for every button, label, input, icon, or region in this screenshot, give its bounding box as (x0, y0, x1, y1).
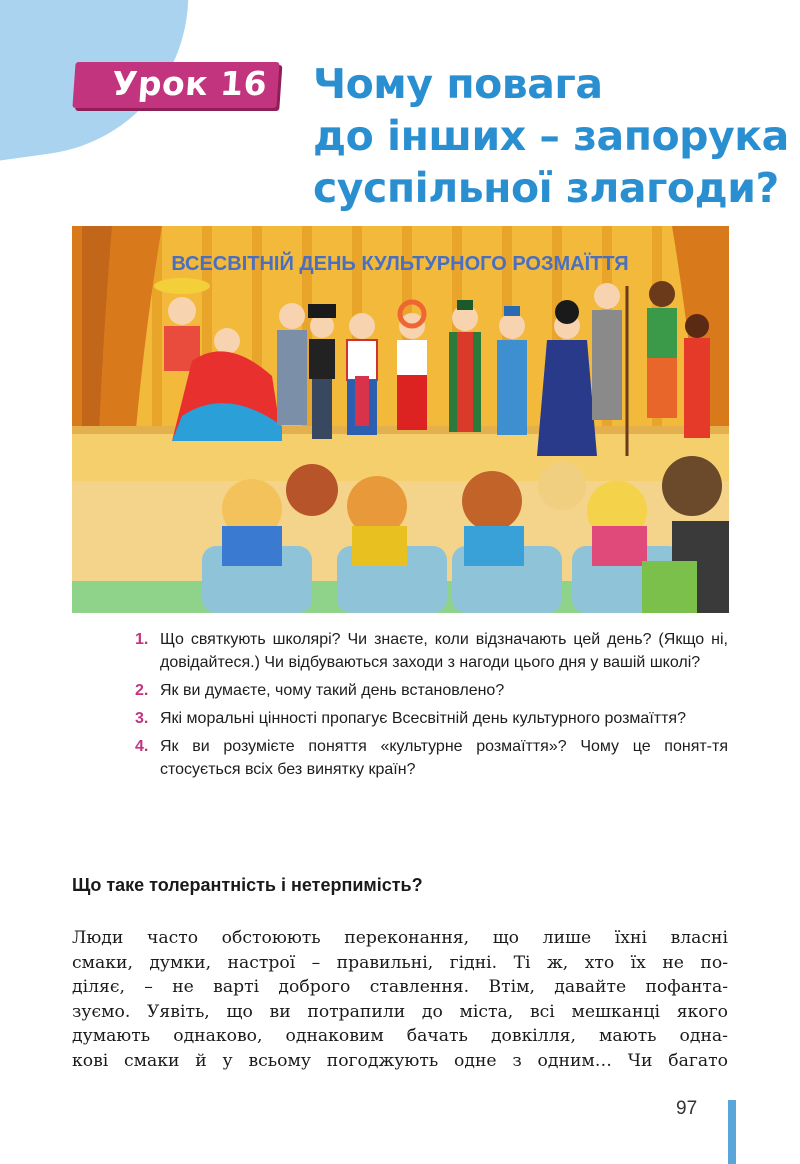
body-line: кові смаки й у всьому погоджують одне з одним… Чи багато (72, 1050, 728, 1071)
page-number: 97 (676, 1098, 698, 1119)
question-number: 4. (135, 738, 149, 755)
question-item (135, 679, 728, 702)
question-text: Як ви думаєте, чому такий день встановлено? (160, 682, 505, 699)
section-body-text (72, 926, 728, 1073)
body-line: смаки, думки, настрої – правильні, гідні. Ті ж, хто їх не по- (72, 952, 728, 973)
question-text: Що святкують школярі? Чи знаєте, коли відзначають цей день? (Якщо ні, довідайтеся.) Чи відбуваються заходи з нагоди цього дня у вашій школі? (160, 631, 728, 671)
question-number: 3. (135, 710, 149, 727)
lesson-title (313, 58, 789, 214)
body-line: діляє, – не варті доброго ставлення. Втім, давайте пофанта- (72, 977, 728, 997)
lesson-title-line: Чому повага (313, 60, 603, 108)
section-heading: Що таке толерантність і нетерпимість? (72, 875, 423, 895)
lesson-title-line: суспільної злагоди? (313, 164, 779, 212)
festival-illustration (72, 226, 729, 613)
question-list (135, 628, 728, 786)
body-line: думають однаково, однаковим бачать довкілля, мають одна- (72, 1026, 728, 1046)
page-marker-bar (728, 1100, 736, 1164)
question-item (135, 735, 728, 781)
question-number: 2. (135, 682, 149, 699)
question-item (135, 628, 728, 674)
illustration-banner: ВСЕСВІТНІЙ ДЕНЬ КУЛЬТУРНОГО РОЗМАЇТТЯ (171, 253, 629, 275)
question-number: 1. (135, 631, 149, 648)
lesson-badge-label: Урок 16 (110, 64, 269, 103)
question-text: Як ви розумієте поняття «культурне розмаїття»? Чому це понят-тя стосується всіх без винятку країн? (160, 738, 728, 778)
body-line: зуємо. Уявіть, що ви потрапили до міста, всі мешканці якого (72, 1001, 728, 1022)
question-item (135, 707, 728, 730)
body-line: Люди часто обстоюють переконання, що лише їхні власні (72, 928, 728, 948)
lesson-title-line: до інших – запорука (313, 112, 789, 160)
question-text: Які моральні цінності пропагує Всесвітній день культурного розмаїття? (160, 710, 686, 727)
lesson-badge (72, 62, 279, 108)
